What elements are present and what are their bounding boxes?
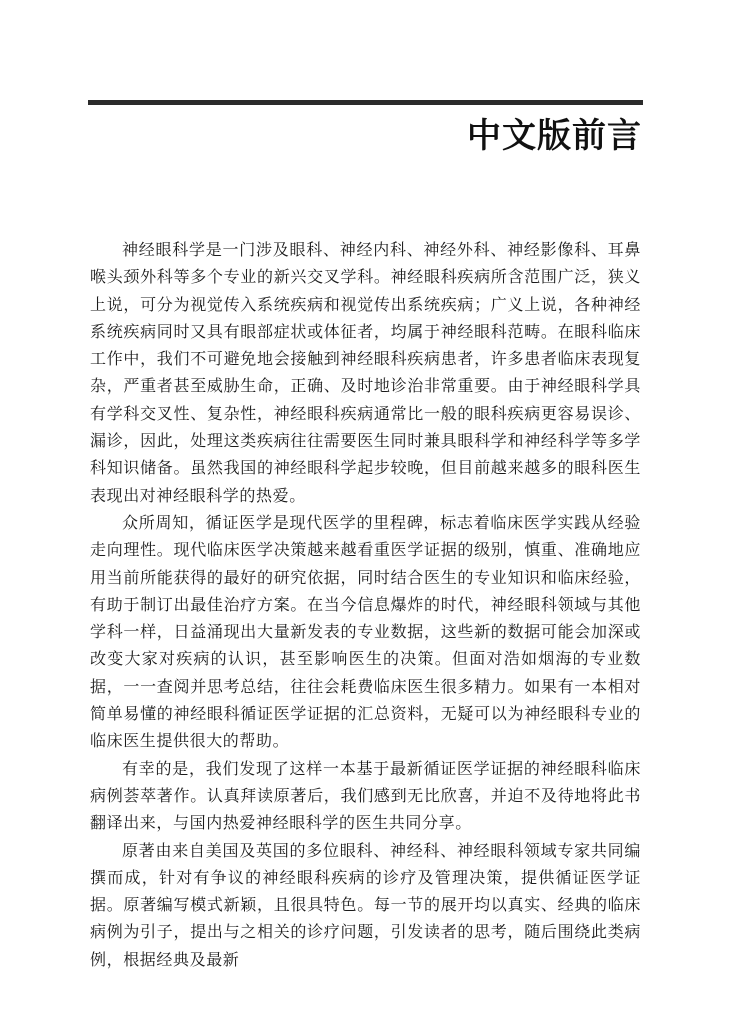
body-text bbox=[90, 236, 641, 973]
paragraph-1: 神经眼科学是一门涉及眼科、神经内科、神经外科、神经影像科、耳鼻喉头颈外科等多个专业的新兴交叉学科。神经眼科疾病所含范围广泛，狭义上说，可分为视觉传入系统疾病和视觉传出系统疾病；广义上说，各种神经系统疾病同时又具有眼部症状或体征者，均属于神经眼科范畴。在眼科临床工作中，我们不可避免地会接触到神经眼科疾病患者，许多患者临床表现复杂，严重者甚至威胁生命，正确、及时地诊治非常重要。由于神经眼科学具有学科交叉性、复杂性，神经眼科疾病通常比一般的眼科疾病更容易误诊、漏诊，因此，处理这类疾病往往需要医生同时兼具眼科学和神经科学等多学科知识储备。虽然我国的神经眼科学起步较晚，但目前越来越多的眼科医生表现出对神经眼科学的热爱。 bbox=[90, 240, 641, 505]
paragraph-3: 有幸的是，我们发现了这样一本基于最新循证医学证据的神经眼科临床病例荟萃著作。认真拜读原著后，我们感到无比欣喜，并迫不及待地将此书翻译出来，与国内热爱神经眼科学的医生共同分享。 bbox=[90, 758, 641, 833]
title-rule bbox=[88, 100, 643, 105]
paragraph-4: 原著由来自美国及英国的多位眼科、神经科、神经眼科领域专家共同编撰而成，针对有争议的神经眼科疾病的诊疗及管理决策，提供循证医学证据。原著编写模式新颖，且很具特色。每一节的展开均以真实、经典的临床病例为引子，提出与之相关的诊疗问题，引发读者的思考，随后围绕此类病例，根据经典及最新 bbox=[90, 840, 641, 969]
paragraph-2: 众所周知，循证医学是现代医学的里程碑，标志着临床医学实践从经验走向理性。现代临床医学决策越来越看重医学证据的级别，慎重、准确地应用当前所能获得的最好的研究依据，同时结合医生的专业知识和临床经验，有助于制订出最佳治疗方案。在当今信息爆炸的时代，神经眼科领域与其他学科一样，日益涌现出大量新发表的专业数据，这些新的数据可能会加深或改变大家对疾病的认识，甚至影响医生的决策。但面对浩如烟海的专业数据，一一查阅并思考总结，往往会耗费临床医生很多精力。如果有一本相对简单易懂的神经眼科循证医学证据的汇总资料，无疑可以为神经眼科专业的临床医生提供很大的帮助。 bbox=[90, 512, 641, 751]
page-title: 中文版前言 bbox=[467, 116, 642, 156]
